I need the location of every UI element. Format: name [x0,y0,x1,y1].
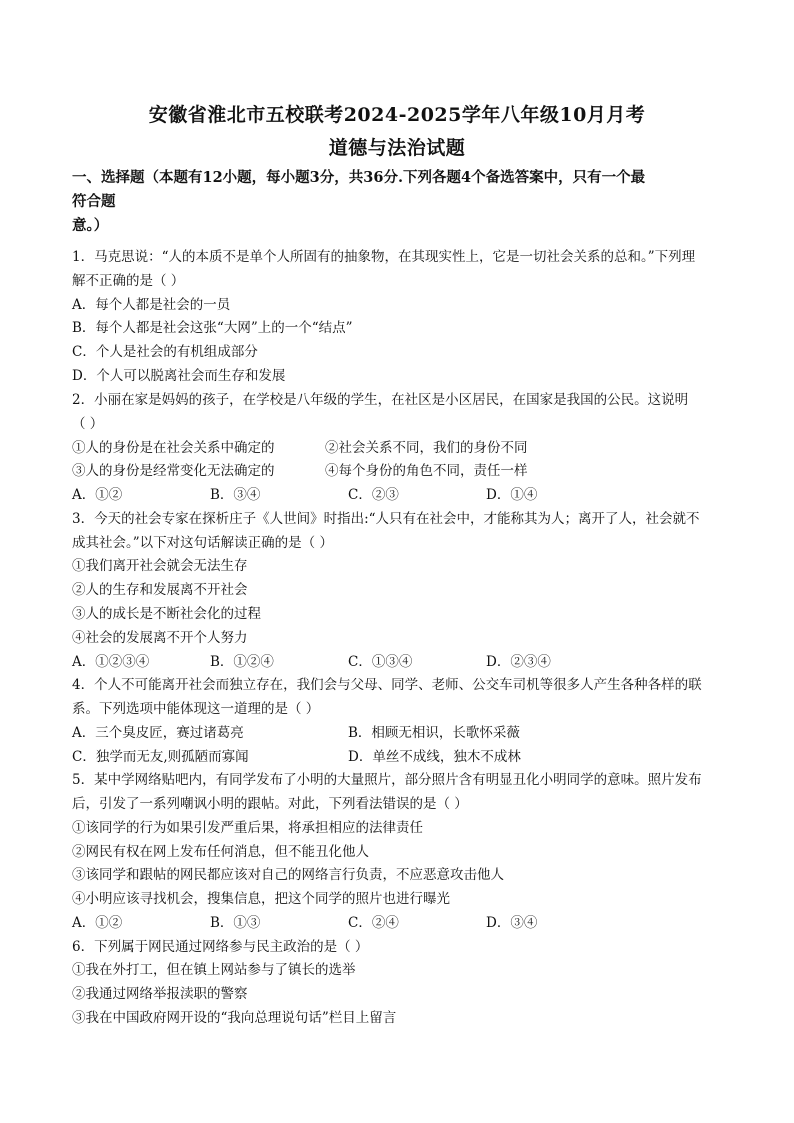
q6-stem-line1: 6．下列属于网民通过网络参与民主政治的是（ ） [72,939,369,955]
q4-option-b: B．相顾无相识，长歌怀采薇 [348,725,520,741]
q6-statement-1: ①我在外打工，但在镇上网站参与了镇长的选举 [72,962,356,978]
q5-stem-line2: 后，引发了一系列嘲讽小明的跟帖。对此，下列看法错误的是（ ） [72,796,468,812]
q2-statement-1: ①人的身份是在社会关系中确定的 [72,440,275,456]
q2-option-d: D．①④ [486,487,538,503]
exam-subtitle: 道德与法治试题 [328,137,466,159]
q2-stem-line1: 2．小丽在家是妈妈的孩子，在学校是八年级的学生，在社区是小区居民，在国家是我国的公民。这说明 [72,392,689,408]
q2-statement-4: ④每个身份的角色不同，责任一样 [325,463,528,479]
q1-stem-line2: 解不正确的是（ ） [72,273,185,289]
q4-stem-line2: 系。下列选项中能体现这一道理的是（ ） [72,701,320,717]
q6-statement-3: ③我在中国政府网开设的“我向总理说句话”栏目上留言 [72,1010,397,1026]
q4-option-a: A．三个臭皮匠，赛过诸葛亮 [72,725,244,741]
q3-statement-4: ④社会的发展离不开个人努力 [72,630,248,646]
q4-option-d: D．单丝不成线，独木不成林 [348,749,521,765]
q3-statement-3: ③人的成长是不断社会化的过程 [72,606,261,622]
q4-option-c: C．独学而无友,则孤陋而寡闻 [72,749,249,765]
q5-stem-line1: 5．某中学网络贴吧内，有同学发布了小明的大量照片，部分照片含有明显丑化小明同学的意味。照片发布 [72,772,702,788]
q5-statement-1: ①该同学的行为如果引发严重后果，将承担相应的法律责任 [72,820,423,836]
q2-option-b: B．③④ [210,487,261,503]
q5-option-c: C．②④ [348,915,399,931]
q5-statement-3: ③该同学和跟帖的网民都应该对自己的网络言行负责，不应恶意攻击他人 [72,867,504,883]
q2-option-c: C．②③ [348,487,399,503]
q3-stem-line1: 3．今天的社会专家在探析庄子《人世间》时指出:“人只有在社会中，才能称其为人；离开了人，社会就不 [72,511,700,527]
q5-option-d: D．③④ [486,915,538,931]
q3-option-d: D．②③④ [486,654,551,670]
q3-statement-2: ②人的生存和发展离不开社会 [72,582,248,598]
q2-stem-line2: （ ） [72,416,104,432]
q5-statement-4: ④小明应该寻找机会，搜集信息，把这个同学的照片也进行曝光 [72,891,450,907]
q4-stem-line1: 4．个人不可能离开社会而独立存在，我们会与父母、同学、老师、公交车司机等很多人产生各种各样的联 [72,677,702,693]
q6-statement-2: ②我通过网络举报渎职的警察 [72,986,248,1002]
exam-title: 安徽省淮北市五校联考2024-2025学年八年级10月月考 [148,104,646,126]
section-heading-line1: 一、选择题（本题有12小题，每小题3分，共36分.下列各题4个备选答案中，只有一个最 [72,169,646,186]
q1-option-c: C．个人是社会的有机组成部分 [72,344,258,360]
q3-statement-1: ①我们离开社会就会无法生存 [72,558,248,574]
q1-option-b: B．每个人都是社会这张“大网”上的一个“结点” [72,320,353,336]
q5-option-a: A．①② [72,915,123,931]
q5-statement-2: ②网民有权在网上发布任何消息，但不能丑化他人 [72,844,369,860]
q2-option-a: A．①② [72,487,123,503]
q1-option-d: D．个人可以脱离社会而生存和发展 [72,368,286,384]
section-heading-line3: 意。） [72,217,109,234]
q3-option-a: A．①②③④ [72,654,150,670]
q3-option-c: C．①③④ [348,654,413,670]
q1-option-a: A．每个人都是社会的一员 [72,297,231,313]
q2-statement-3: ③人的身份是经常变化无法确定的 [72,463,275,479]
q3-option-b: B．①②④ [210,654,274,670]
q2-statement-2: ②社会关系不同，我们的身份不同 [325,440,528,456]
q1-stem-line1: 1．马克思说：“人的本质不是单个人所固有的抽象物，在其现实性上，它是一切社会关系的总和。”下列理 [72,249,696,265]
q5-option-b: B．①③ [210,915,261,931]
section-heading-line2: 符合题 [72,193,116,210]
q3-stem-line2: 成其社会。”以下对这句话解读正确的是（ ） [72,535,333,551]
